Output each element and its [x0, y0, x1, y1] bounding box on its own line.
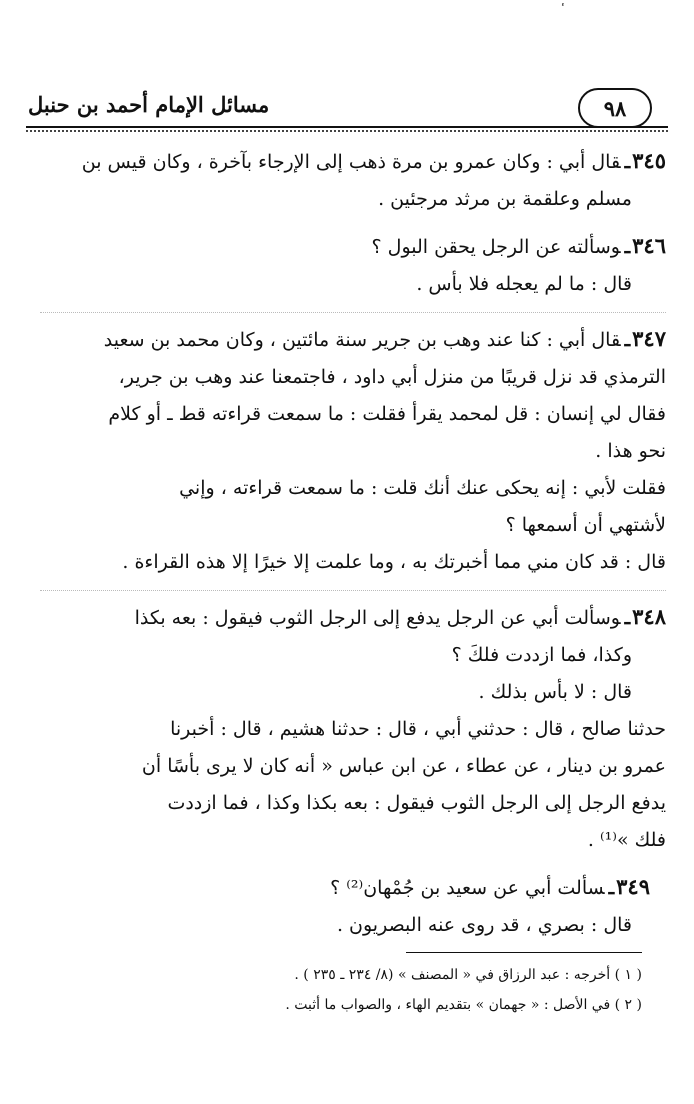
entry-line: الترمذي قد نزل قريبًا من منزل أبي داود ، فاجتمعنا عند وهب بن جرير،	[118, 366, 666, 388]
footnote-2: ( ٢ ) في الأصل : « جهمان » بتقديم الهاء ، والصواب ما أثبت .	[285, 997, 642, 1013]
entry-line: فقلت لأبي : إنه يحكى عنك أنك قلت : ما سمعت قراءته ، وإني	[179, 477, 666, 499]
header-rule	[26, 126, 668, 132]
running-title: مسائل الإمام أحمد بن حنبل	[28, 92, 270, 117]
entry-number: ٣٤٨	[632, 604, 666, 629]
entry-number: ٣٤٥	[632, 148, 666, 173]
entry-number: ٣٤٧	[632, 326, 666, 351]
entry-line: وسألت أبي عن الرجل يدفع إلى الرجل الثوب فيقول : بعه بكذا	[134, 607, 621, 629]
entry-number: ٣٤٩	[616, 874, 650, 899]
entry-line: وسألته عن الرجل يحقن البول ؟	[371, 236, 621, 258]
entry-line: قال : قد كان مني مما أخبرتك به ، وما علمت إلا خيرًا إلا هذه القراءة .	[122, 551, 666, 573]
footnote-1: ( ١ ) أخرجه : عبد الرزاق في « المصنف » (٨/ ٢٣٤ ـ ٢٣٥ ) .	[294, 967, 642, 983]
entry-number: ٣٤٦	[632, 233, 666, 258]
entry-line: يدفع الرجل إلى الرجل الثوب فيقول : بعه بكذا وكذا ، فما ازددت	[167, 792, 666, 814]
footnotes	[40, 960, 642, 1020]
divider	[40, 312, 666, 313]
entry-line: سألت أبي عن سعيد بن جُمْهان⁽²⁾ ؟	[330, 877, 605, 899]
entry-line: نحو هذا .	[595, 440, 666, 462]
page-number: ٩٨	[578, 88, 652, 128]
entry-345: ٣٤٥ـقال أبي : وكان عمرو بن مرة ذهب إلى الإرجاء بآخرة ، وكان قيس بن مسلم وعلقمة بن مرثد مرجئين .	[40, 142, 666, 218]
entry-346: ٣٤٦ـوسألته عن الرجل يحقن البول ؟ قال : ما لم يعجله فلا بأس .	[40, 227, 666, 303]
entry-line: فلك »⁽¹⁾ .	[587, 829, 666, 851]
page-header	[26, 86, 668, 130]
footnote-rule	[406, 952, 642, 953]
entry-line: قال : لا بأس بذلك .	[478, 681, 632, 703]
entry-348: ٣٤٨ـوسألت أبي عن الرجل يدفع إلى الرجل الثوب فيقول : بعه بكذا وكذا، فما ازددت فلكَ ؟ قال : لا بأس بذلك . حدثنا صالح ، قال : حدثني أبي ، قال : حدثنا هشيم ، قال : أخبرنا عمرو بن دينار ، عن عطاء ، عن ابن عباس « أنه كان لا يرى بأسًا أن يدفع الرجل إلى الرجل الثوب فيقول : بعه بكذا وكذا ، فما ازددت فلك »⁽¹⁾ .	[40, 598, 666, 859]
entry-line: قال : ما لم يعجله فلا بأس .	[416, 273, 632, 295]
entry-line: عمرو بن دينار ، عن عطاء ، عن ابن عباس « أنه كان لا يرى بأسًا أن	[141, 755, 666, 777]
entry-line: حدثنا صالح ، قال : حدثني أبي ، قال : حدثنا هشيم ، قال : أخبرنا	[170, 718, 666, 740]
entry-line: قال أبي : كنا عند وهب بن جرير سنة مائتين ، وكان محمد بن سعيد	[103, 329, 621, 351]
entry-line: قال أبي : وكان عمرو بن مرة ذهب إلى الإرجاء بآخرة ، وكان قيس بن	[81, 151, 621, 173]
main-text	[40, 142, 666, 953]
entry-line: قال : بصري ، قد روى عنه البصريون .	[336, 914, 632, 936]
entry-line: وكذا، فما ازددت فلكَ ؟	[451, 644, 632, 666]
entry-347: ٣٤٧ـقال أبي : كنا عند وهب بن جرير سنة مائتين ، وكان محمد بن سعيد الترمذي قد نزل قريبًا من منزل أبي داود ، فاجتمعنا عند وهب بن جرير، فقال لي إنسان : قل لمحمد يقرأ فقلت : ما سمعت قراءته قط ـ أو كلام نحو هذا . فقلت لأبي : إنه يحكى عنك أنك قلت : ما سمعت قراءته ، وإني لأشتهي أن أسمعها ؟ قال : قد كان مني مما أخبرتك به ، وما علمت إلا خيرًا إلا هذه القراءة .	[40, 320, 666, 581]
entry-line: لأشتهي أن أسمعها ؟	[505, 514, 666, 536]
entry-349: ٣٤٩ـسألت أبي عن سعيد بن جُمْهان⁽²⁾ ؟ قال : بصري ، قد روى عنه البصريون .	[40, 868, 666, 944]
divider	[40, 590, 666, 591]
entry-line: مسلم وعلقمة بن مرثد مرجئين .	[378, 188, 632, 210]
entry-line: فقال لي إنسان : قل لمحمد يقرأ فقلت : ما سمعت قراءته قط ـ أو كلام	[108, 403, 666, 425]
